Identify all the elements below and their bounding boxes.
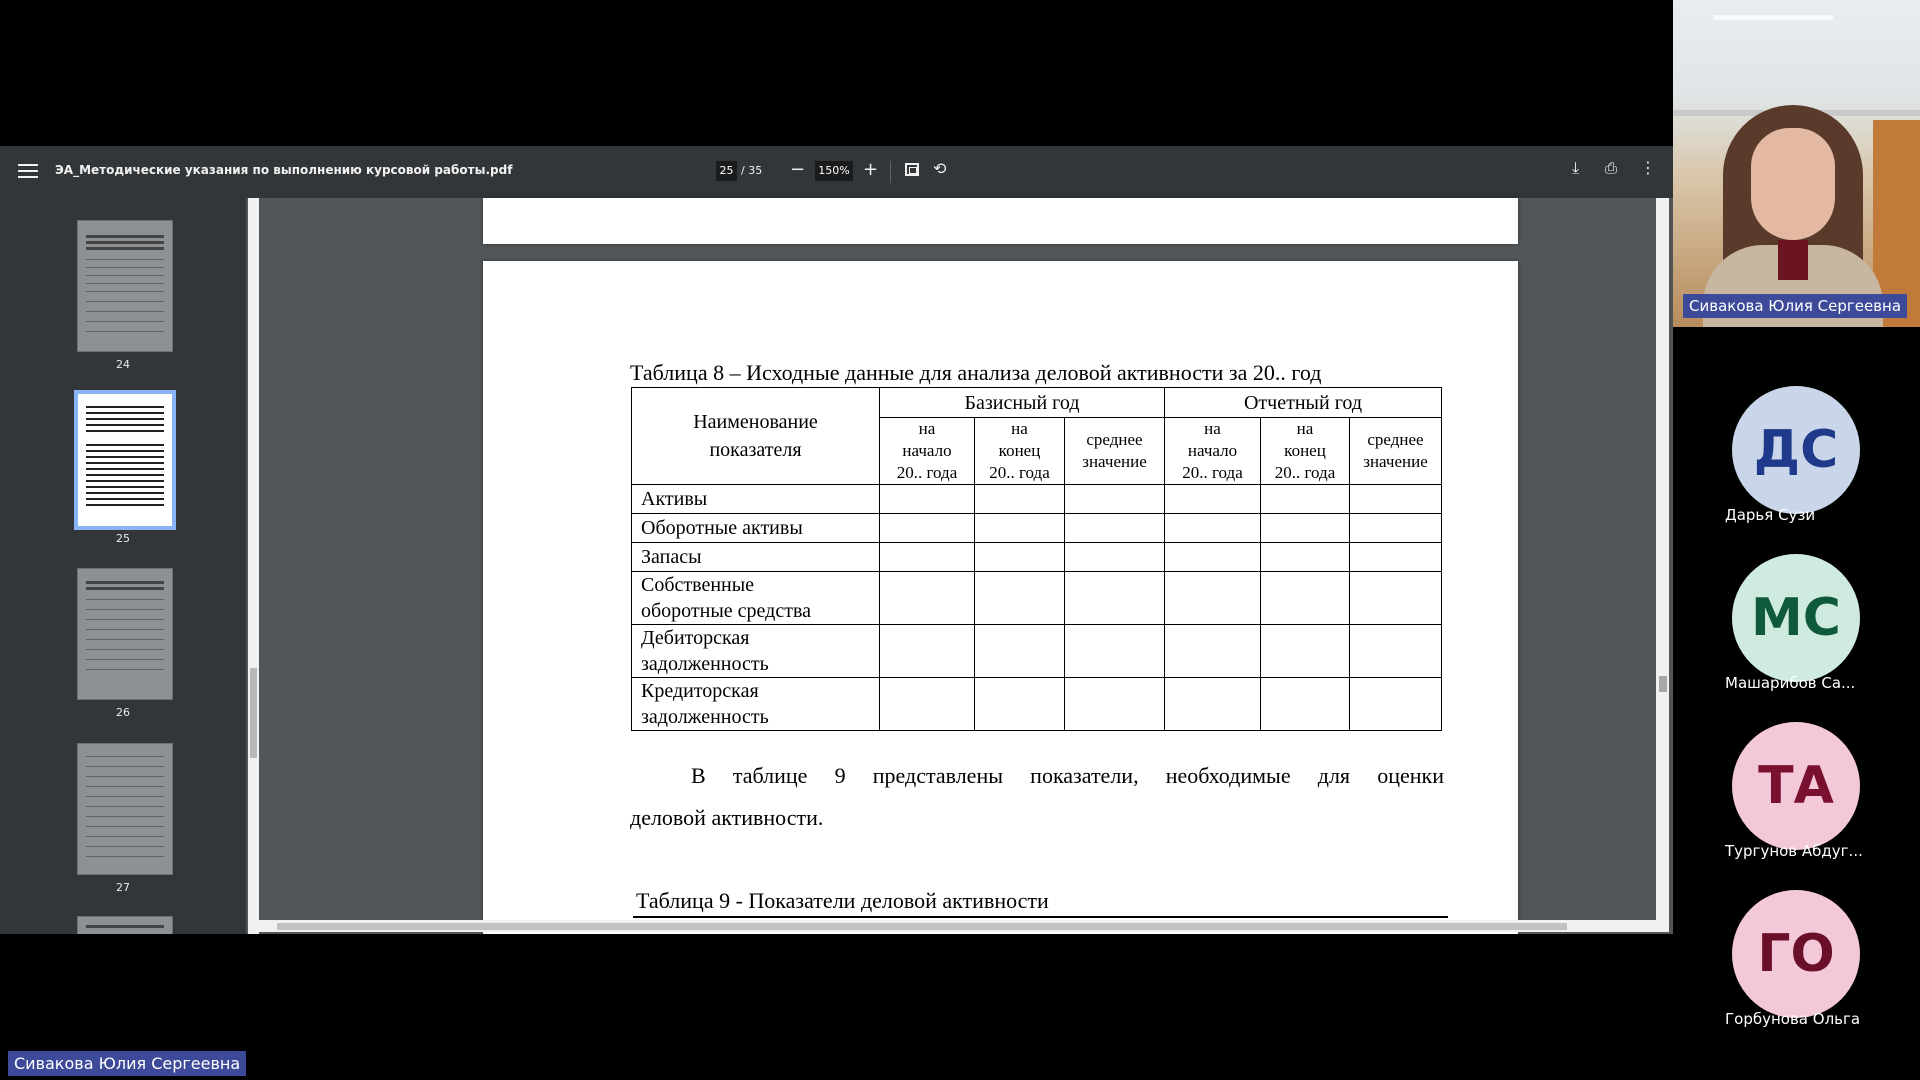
sub-header: на конец 20.. года	[975, 418, 1065, 485]
avatar: ДС	[1732, 386, 1860, 514]
pdf-page-24	[483, 198, 1518, 244]
document-vertical-scrollbar[interactable]	[1656, 198, 1669, 920]
table-row: Дебиторская задолженность	[632, 625, 1442, 678]
sub-header: на конец 20.. года	[1261, 418, 1350, 485]
download-icon[interactable]: ⤓	[1572, 158, 1580, 177]
page-number-input[interactable]: 25	[716, 161, 737, 181]
menu-icon[interactable]	[18, 160, 38, 184]
pdf-viewer	[0, 146, 1673, 934]
thumbnail-page-25[interactable]	[74, 390, 176, 530]
avatar: ТА	[1732, 722, 1860, 850]
table-row: Активы	[632, 485, 1442, 514]
thumbnail-sidebar	[0, 198, 246, 934]
print-icon[interactable]: ⎙	[1605, 159, 1618, 177]
thumbnail-label: 26	[116, 706, 130, 719]
toolbar-divider	[890, 161, 891, 183]
sub-header: среднее значение	[1350, 418, 1442, 485]
more-icon[interactable]: ⋮	[1640, 158, 1656, 177]
speaker-video[interactable]	[1673, 0, 1920, 327]
speaker-name-label: Сивакова Юлия Сергеевна	[1683, 294, 1907, 318]
thumbnail-page-26[interactable]	[77, 568, 173, 700]
pdf-toolbar	[0, 146, 1673, 198]
zoom-in-icon[interactable]: +	[863, 159, 879, 180]
zoom-out-icon[interactable]: −	[790, 159, 806, 180]
sub-header: среднее значение	[1065, 418, 1165, 485]
file-title: ЭА_Методические указания по выполнению курсовой работы.pdf	[55, 163, 513, 177]
thumbnail-page-24[interactable]	[77, 220, 173, 352]
participant-tile[interactable]	[1705, 722, 1895, 882]
col-header-name: Наименование показателя	[632, 388, 880, 485]
table-row: Кредиторская задолженность	[632, 678, 1442, 731]
table9-top-border	[633, 916, 1448, 918]
sub-header: на начало 20.. года	[1165, 418, 1261, 485]
sub-header: на начало 20.. года	[880, 418, 975, 485]
page-total: / 35	[741, 164, 763, 177]
body-paragraph: В таблице 9 представлены показатели, необходимые для оценки деловой активности.	[630, 763, 1444, 830]
avatar: МС	[1732, 554, 1860, 682]
participant-name: Горбунова Ольга	[1725, 1010, 1861, 1028]
col-group-report-year: Отчетный год	[1165, 388, 1442, 418]
presenter-name-label: Сивакова Юлия Сергеевна	[8, 1051, 246, 1076]
thumbnail-label: 27	[116, 881, 130, 894]
fit-page-icon[interactable]	[905, 163, 919, 176]
zoom-input[interactable]: 150%	[815, 161, 853, 181]
table-row: Собственные оборотные средства	[632, 572, 1442, 625]
thumbnail-label: 24	[116, 358, 130, 371]
participant-name: Дарья Сузи	[1725, 506, 1816, 524]
avatar: ГО	[1732, 890, 1860, 1018]
thumbnail-page-27[interactable]	[77, 743, 173, 875]
pdf-page-25	[483, 261, 1518, 934]
participant-name: Тургунов Абдуг...	[1725, 842, 1863, 860]
thumbnail-page-28[interactable]	[77, 916, 173, 934]
participant-name: Машарибов Са...	[1725, 674, 1856, 692]
table-row: Запасы	[632, 543, 1442, 572]
thumbnail-label: 25	[116, 532, 130, 545]
document-horizontal-scrollbar[interactable]	[259, 920, 1669, 932]
col-group-base-year: Базисный год	[880, 388, 1165, 418]
table-row: Оборотные активы	[632, 514, 1442, 543]
table9-caption: Таблица 9 - Показатели деловой активности	[636, 888, 1049, 913]
rotate-icon[interactable]: ⟲	[933, 159, 947, 178]
participant-tile[interactable]	[1705, 554, 1895, 714]
table8-caption: Таблица 8 – Исходные данные для анализа деловой активности за 20.. год	[630, 360, 1322, 385]
table8	[631, 387, 1442, 731]
participant-tile[interactable]	[1705, 890, 1895, 1050]
sidebar-scrollbar[interactable]	[248, 198, 259, 934]
participant-tile[interactable]	[1705, 386, 1895, 546]
